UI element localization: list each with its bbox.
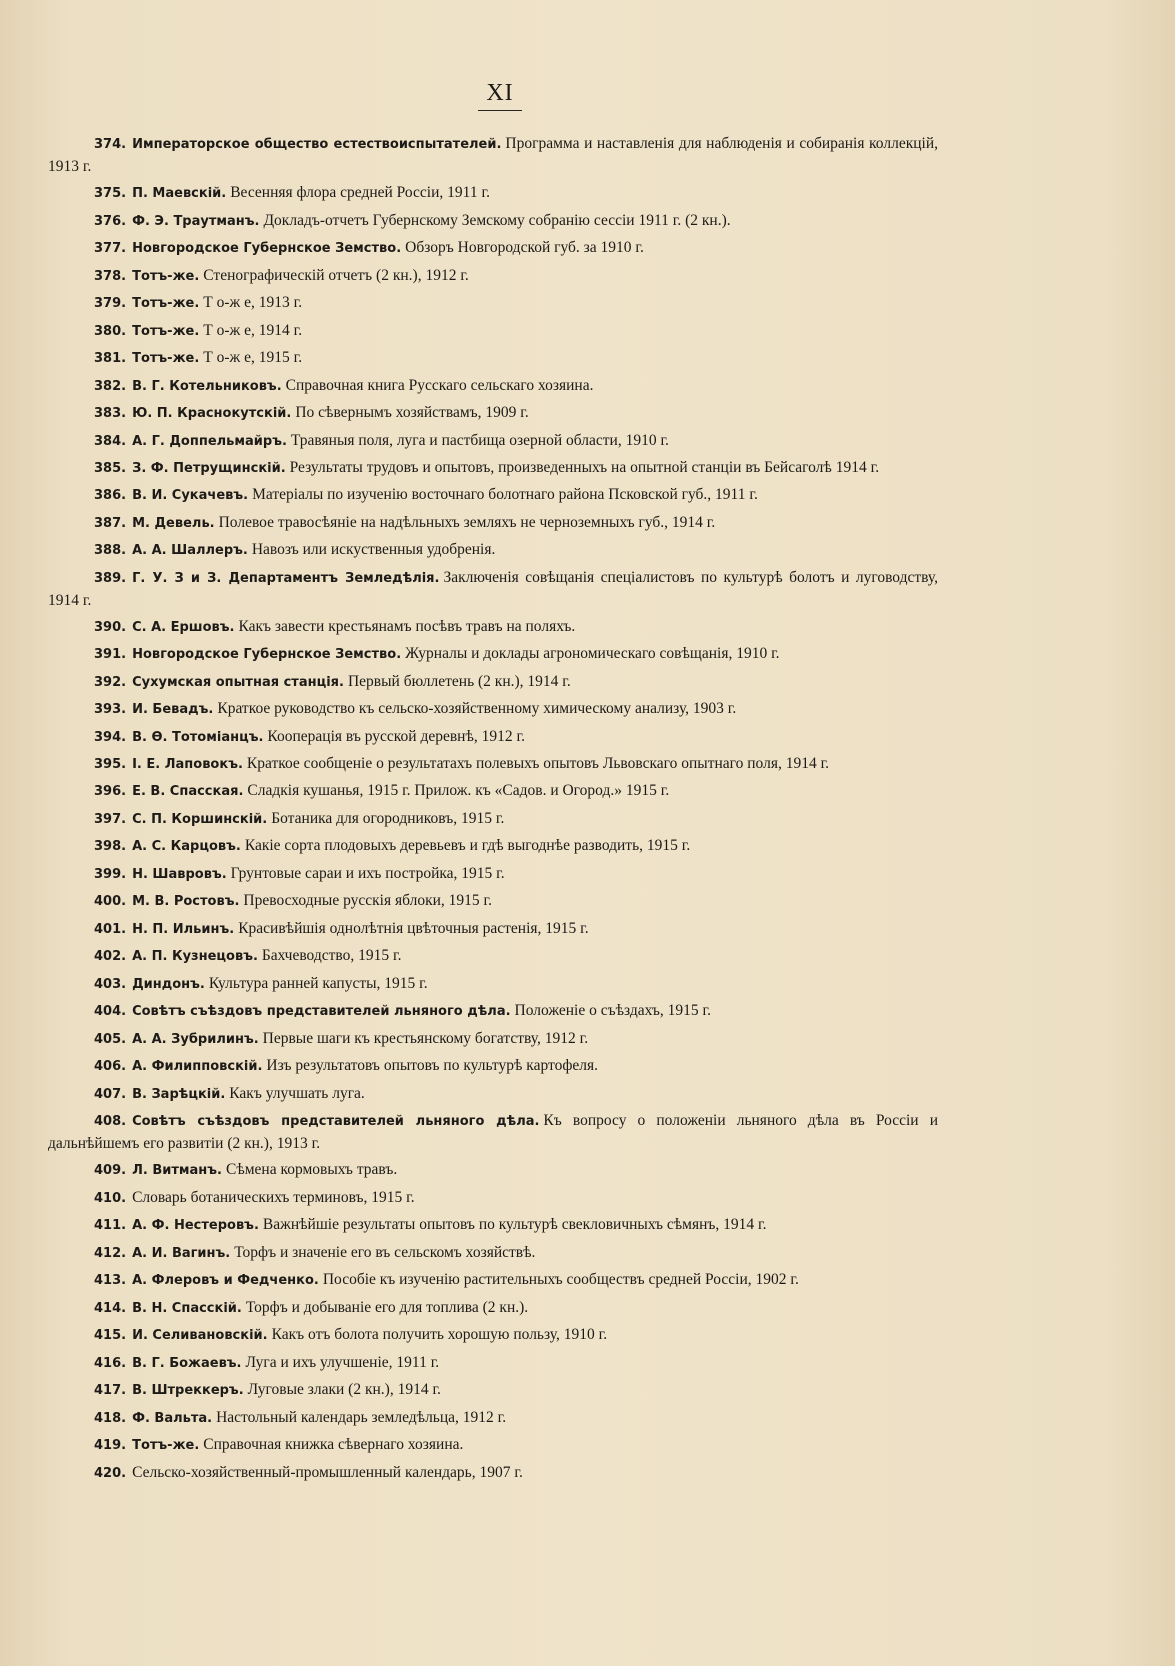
entry-title: Настольный календарь земледѣльца, 1912 г. (216, 1408, 507, 1426)
list-item (48, 400, 938, 428)
entry-number: 383. (94, 406, 127, 421)
entry-number: 407. (94, 1086, 127, 1102)
list-item (48, 290, 938, 318)
list-item (48, 724, 938, 752)
entry-author: А. А. Шаллеръ. (132, 543, 248, 558)
entry-author: А. С. Карцовъ. (132, 839, 241, 854)
entry-title: Какъ отъ болота получить хорошую пользу, 1910 г. (271, 1326, 608, 1343)
entry-number: 408. (94, 1114, 127, 1129)
entry-title: Бахчеводство, 1915 г. (261, 947, 402, 964)
entry-number: 380. (94, 323, 127, 339)
list-item (48, 235, 938, 263)
entry-title: Справочная книжка сѣвернаго хозяина. (203, 1436, 464, 1453)
entry-title: Первый бюллетень (2 кн.), 1914 г. (347, 672, 571, 690)
list-item (48, 455, 938, 482)
entry-title: Журналы и доклады агрономическаго совѣщанія, 1910 г. (405, 645, 780, 662)
entry-number: 392. (94, 674, 127, 690)
list-item (48, 1460, 938, 1488)
entry-author: Совѣтъ съѣздовъ представителей льняного дѣла. (132, 1004, 511, 1019)
list-item (48, 1267, 938, 1295)
entry-number: 405. (94, 1031, 127, 1047)
entry-title: Какъ улучшать луга. (229, 1084, 365, 1102)
entry-title: Т о-ж е, 1915 г. (203, 349, 303, 366)
bibliography-list (48, 131, 938, 1487)
entry-author: А. И. Вагинъ. (132, 1245, 231, 1261)
entry-author: В. Штреккеръ. (132, 1383, 244, 1398)
entry-author: В. Г. Котельниковъ. (132, 378, 282, 394)
entry-author: В. Зарѣцкій. (132, 1086, 226, 1102)
list-item (48, 537, 938, 565)
entry-author: А. А. Зубрилинъ. (132, 1031, 259, 1047)
entry-author: І. Е. Лаповокъ. (132, 757, 243, 772)
list-item (48, 778, 938, 806)
entry-author: Императорское общество естествоиспытателей. (132, 137, 502, 152)
entry-number: 379. (94, 296, 127, 311)
entry-number: 401. (94, 921, 127, 937)
entry-title: Сладкія кушанья, 1915 г. Прилож. къ «Садов. и Огород.» 1915 г. (247, 782, 670, 799)
entry-title: Докладъ-отчетъ Губернскому Земскому собранію сессіи 1911 г. (2 кн.). (263, 211, 731, 229)
entry-author: Г. У. З и З. Департаментъ Земледѣлія. (132, 570, 440, 586)
entry-number: 390. (94, 619, 127, 635)
list-item (48, 131, 938, 180)
entry-number: 409. (94, 1163, 127, 1178)
list-item (48, 318, 938, 346)
entry-author: П. Маевскій. (132, 186, 227, 201)
list-item (48, 888, 938, 916)
list-item (48, 1350, 938, 1378)
entry-number: 420. (94, 1465, 127, 1481)
entry-title: Первые шаги къ крестьянскому богатству, 1912 г. (262, 1029, 589, 1047)
list-item (48, 482, 938, 510)
entry-title: Краткое сообщеніе о результатахъ полевыхъ опытовъ Львовскаго опытнаго поля, 1914 г. (246, 755, 830, 772)
list-item (48, 345, 938, 373)
list-item (48, 614, 938, 642)
entry-number: 396. (94, 784, 127, 799)
entry-author: Новгородское Губернское Земство. (132, 241, 402, 256)
entry-author: Диндонъ. (132, 976, 205, 992)
entry-number: 394. (94, 729, 127, 745)
entry-title: Какъ завести крестьянамъ посѣвъ травъ на поляхъ. (238, 617, 576, 635)
entry-author: Новгородское Губернское Земство. (132, 647, 402, 662)
entry-number: 375. (94, 186, 127, 201)
entry-title: Справочная книга Русскаго сельскаго хозяина. (285, 376, 594, 394)
entry-number: 412. (94, 1245, 127, 1261)
entry-title: Важнѣйшіе результаты опытовъ по культурѣ свекловичныхъ сѣмянъ, 1914 г. (262, 1216, 767, 1233)
entry-author: Н. Шавровъ. (132, 866, 227, 882)
entry-number: 374. (94, 137, 127, 152)
entry-title: Полевое травосѣяніе на надѣльныхъ земляхъ не черноземныхъ губ., 1914 г. (218, 513, 716, 531)
entry-author: Тотъ-же. (132, 351, 200, 366)
entry-title: Торфъ и добываніе его для топлива (2 кн.). (245, 1298, 529, 1316)
entry-title: Изъ результатовъ опытовъ по культурѣ картофеля. (266, 1057, 598, 1074)
entry-author: С. А. Ершовъ. (132, 619, 235, 635)
entry-number: 393. (94, 702, 127, 717)
entry-title: Навозъ или искуственныя удобренія. (251, 541, 496, 558)
entry-number: 418. (94, 1410, 127, 1426)
list-item (48, 1053, 938, 1081)
entry-author: Ф. Э. Траутманъ. (132, 213, 260, 229)
entry-number: 406. (94, 1059, 127, 1074)
entry-author: Н. П. Ильинъ. (132, 921, 235, 937)
entry-number: 391. (94, 647, 127, 662)
list-item (48, 943, 938, 971)
list-item (48, 998, 938, 1026)
entry-title: Т о-ж е, 1913 г. (203, 294, 303, 311)
list-item (48, 916, 938, 944)
entry-author: А. Филипповскій. (132, 1059, 263, 1074)
entry-title: Луга и ихъ улучшеніе, 1911 г. (245, 1353, 440, 1371)
entry-title: Кооперація въ русской деревнѣ, 1912 г. (267, 727, 525, 745)
list-item (48, 510, 938, 538)
page-number-rule (478, 110, 522, 111)
entry-author: В. Ѳ. Тотоміанцъ. (132, 729, 264, 745)
entry-author: А. П. Кузнецовъ. (132, 949, 258, 964)
entry-title: Превосходные русскія яблоки, 1915 г. (243, 892, 493, 909)
list-item (48, 1240, 938, 1268)
entry-title: Результаты трудовъ и опытовъ, произведенныхъ на опытной станціи въ Бейсаголѣ 1914 г. (289, 459, 880, 476)
entry-title: Краткое руководство къ сельско-хозяйственному химическому анализу, 1903 г. (217, 700, 737, 717)
list-item (48, 1157, 938, 1185)
entry-title: Луговые злаки (2 кн.), 1914 г. (247, 1381, 441, 1398)
entry-author: Тотъ-же. (132, 296, 200, 311)
entry-number: 395. (94, 757, 127, 772)
entry-title: Красивѣйшія однолѣтнія цвѣточныя растенія, 1915 г. (238, 919, 589, 937)
page-number: XI (486, 80, 514, 106)
list-item (48, 806, 938, 834)
entry-number: 403. (94, 976, 127, 992)
list-item (48, 971, 938, 999)
list-item (48, 669, 938, 697)
list-item (48, 861, 938, 889)
entry-title: Т о-ж е, 1914 г. (203, 321, 303, 339)
entry-number: 419. (94, 1438, 127, 1453)
entry-title: Стенографическій отчетъ (2 кн.), 1912 г. (203, 266, 469, 284)
entry-author: Совѣтъ съѣздовъ представителей льняного дѣла. (132, 1114, 540, 1129)
entry-number: 398. (94, 839, 127, 854)
list-item (48, 1081, 938, 1109)
list-item (48, 696, 938, 724)
entry-number: 399. (94, 866, 127, 882)
entry-author: А. Ф. Нестеровъ. (132, 1218, 259, 1233)
list-item (48, 208, 938, 236)
entry-author: Ф. Вальта. (132, 1410, 213, 1426)
list-item (48, 428, 938, 456)
list-item (48, 180, 938, 208)
entry-author: А. Г. Доппельмайръ. (132, 433, 287, 449)
entry-title: Пособіе къ изученію растительныхъ сообществъ средней Россіи, 1902 г. (322, 1271, 799, 1288)
list-item (48, 751, 938, 778)
entry-author: Тотъ-же. (132, 1438, 200, 1453)
entry-number: 413. (94, 1273, 127, 1288)
entry-title: Весенняя флора средней Россіи, 1911 г. (230, 184, 490, 201)
entry-number: 397. (94, 811, 127, 827)
list-item (48, 1185, 938, 1213)
entry-number: 402. (94, 949, 127, 964)
entry-title: Культура ранней капусты, 1915 г. (208, 974, 428, 992)
entry-title: Программа и наставленія для наблюденія и собиранія коллекцій, 1913 г. (48, 135, 938, 175)
entry-number: 376. (94, 213, 127, 229)
entry-number: 388. (94, 543, 127, 558)
entry-author: С. П. Коршинскій. (132, 811, 268, 827)
entry-title: Торфъ и значеніе его въ сельскомъ хозяйствѣ. (234, 1243, 536, 1261)
entry-number: 414. (94, 1300, 127, 1316)
entry-author: В. И. Сукачевъ. (132, 488, 249, 503)
entry-title: Сѣмена кормовыхъ травъ. (225, 1161, 398, 1178)
entry-title: Къ вопросу о положеніи льняного дѣла въ Россіи и дальнѣйшемъ его развитіи (2 кн.), 1913 г. (48, 1112, 938, 1152)
entry-author: М. В. Ростовъ. (132, 894, 240, 909)
entry-title: По сѣвернымъ хозяйствамъ, 1909 г. (295, 404, 529, 421)
entry-number: 411. (94, 1218, 127, 1233)
entry-title: Сельско-хозяйственный-промышленный календарь, 1907 г. (132, 1463, 523, 1481)
entry-number: 382. (94, 378, 127, 394)
list-item (48, 1026, 938, 1054)
entry-title: Травяныя поля, луга и пастбища озерной области, 1910 г. (290, 431, 669, 449)
list-item (48, 1405, 938, 1433)
entry-title: Матеріалы по изученію восточнаго болотнаго района Псковской губ., 1911 г. (252, 486, 758, 503)
entry-author: Л. Витманъ. (132, 1163, 222, 1178)
entry-author: Ю. П. Краснокутскій. (132, 406, 292, 421)
entry-number: 384. (94, 433, 127, 449)
entry-number: 389. (94, 570, 127, 586)
list-item (48, 1432, 938, 1460)
entry-number: 377. (94, 241, 127, 256)
entry-number: 416. (94, 1355, 127, 1371)
entry-number: 385. (94, 461, 127, 476)
entry-number: 386. (94, 488, 127, 503)
entry-title: Словарь ботаническихъ терминовъ, 1915 г. (132, 1188, 415, 1206)
list-item (48, 1295, 938, 1323)
entry-author: М. Девель. (132, 515, 215, 531)
list-item (48, 1377, 938, 1405)
entry-author: З. Ф. Петрущинскій. (132, 461, 286, 476)
entry-number: 381. (94, 351, 127, 366)
entry-author: А. Флеровъ и Федченко. (132, 1273, 319, 1288)
entry-author: В. Н. Спасскій. (132, 1300, 242, 1316)
list-item (48, 641, 938, 669)
entry-title: Ботаника для огородниковъ, 1915 г. (271, 809, 505, 827)
entry-number: 400. (94, 894, 127, 909)
entry-author: Тотъ-же. (132, 268, 200, 284)
list-item (48, 565, 938, 614)
entry-author: Сухумская опытная станція. (132, 674, 344, 690)
list-item (48, 263, 938, 291)
entry-author: В. Г. Божаевъ. (132, 1355, 242, 1371)
entry-author: Тотъ-же. (132, 323, 200, 339)
entry-title: Какіе сорта плодовыхъ деревьевъ и гдѣ выгоднѣе разводить, 1915 г. (244, 837, 691, 854)
list-item (48, 833, 938, 861)
entry-number: 378. (94, 268, 127, 284)
entry-number: 417. (94, 1383, 127, 1398)
list-item (48, 373, 938, 401)
entry-author: И. Селивановскій. (132, 1328, 268, 1343)
entry-author: И. Бевадъ. (132, 702, 214, 717)
entry-number: 410. (94, 1190, 127, 1206)
entry-author: Е. В. Спасская. (132, 784, 244, 799)
list-item (48, 1322, 938, 1350)
entry-number: 387. (94, 515, 127, 531)
entry-title: Положеніе о съѣздахъ, 1915 г. (514, 1002, 711, 1019)
entry-number: 404. (94, 1004, 127, 1019)
entry-title: Грунтовые сараи и ихъ постройка, 1915 г. (230, 864, 505, 882)
list-item (48, 1108, 938, 1157)
list-item (48, 1212, 938, 1240)
entry-number: 415. (94, 1328, 127, 1343)
entry-title: Заключенія совѣщанія спеціалистовъ по культурѣ болотъ и луговодству, 1914 г. (48, 568, 938, 609)
entry-title: Обзоръ Новгородской губ. за 1910 г. (405, 239, 644, 256)
